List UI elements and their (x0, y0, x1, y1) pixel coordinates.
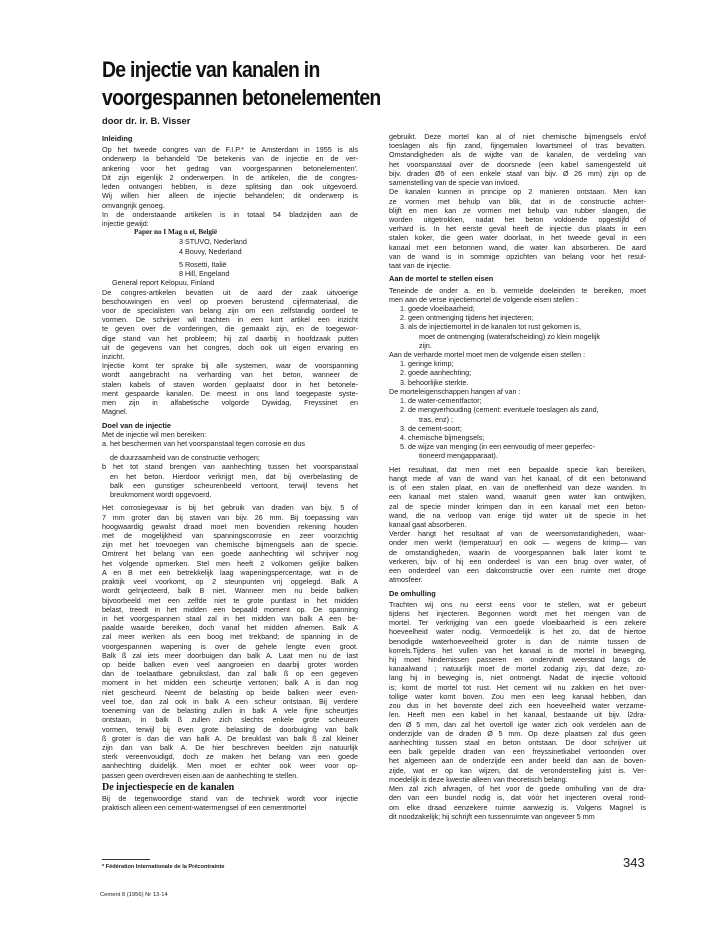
text-line: zal de specie minder krimpen dan in een kanaal met een beton- (389, 501, 646, 511)
text-line: dan de toelaatbare gebruikslast, dan zal balk ß op een gegeven (102, 669, 358, 679)
text-line: in het voorgespannen staal zal in het midden van balk A een be- (102, 613, 358, 623)
list-item: 3. behoorlijke sterkte. (400, 377, 469, 387)
text-line: den van een bundel nodig is, dat vóór het injecteren overal rond- (389, 793, 646, 803)
text-line: den Ø 5 mm, dan zal het overtoll ige water zich ook verdelen aan de (389, 719, 646, 729)
text-line: A en B met een betrekkelijk laag wapeningspercentage, wat in de (102, 567, 358, 577)
text-line: het volgende opmerken. Stel men heeft 2 volkomen gelijke balken (102, 558, 358, 568)
text-line: hoogwaardig gewalst draad moet men bovendien rekening houden (102, 521, 358, 531)
text-line: paalde waarde bereiken, doch vanaf het midden afnemen. Balk A (102, 623, 358, 633)
text-line: b het tot stand brengen van aanhechting tussen het voorspanstaal (102, 462, 358, 472)
text-line: taat van de injectie. (389, 261, 451, 271)
text-line: bijvoorbeeld met een zelfde niet te grote puntlast in het midden (102, 595, 358, 605)
text-line: lang hij in beweging is, niet ontmengt. Nadat de injectie voltooid (389, 673, 646, 683)
text-line: voor de specialisten van belang zijn om een zelfstandig oordeel te (102, 305, 358, 315)
text-line: zijn met het toevoegen van chemische bijmengsels aan de specie. (102, 540, 358, 550)
text-line: benodigde waterhoeveelheid groter is dan de ruimte tussen de (389, 636, 646, 646)
text-line: is; komt de mortel tot rust. Het cement wil nu zakken en het over- (389, 682, 646, 692)
left-column (102, 134, 358, 812)
text-line: leden ontvangen hebben, is deze splitsing dan ook uitgevoerd. (102, 182, 358, 192)
paragraph-injectiespecie (102, 794, 358, 812)
list-item: 2. goede aanhechting; (400, 368, 472, 378)
text-line: stalen koker, die geen water doorlaat, in het tweede geval in een (389, 233, 646, 243)
text-line: niet gescheurd. Neemt de belasting op beide balken weer even- (102, 687, 358, 697)
text-line: injectie gewijd: (102, 218, 149, 228)
text-line: onder men werkt (temperatuur) en ook — wegens de krimp— van (389, 538, 646, 548)
text-line: Trachten wij ons nu eerst eens voor te stellen, wat er gebeurt (389, 599, 646, 609)
text-line: Omtrent het belang van een goede aanhechting wil schrijver nog (102, 549, 358, 559)
list-item: 1. geringe krimp; (400, 359, 454, 369)
text-line: zijde, wat er op kan wijzen, dat de veronderstelling juist is. Ver- (389, 765, 646, 775)
text-line: voorgespannen wapening is over de gehele lengte even groot. (102, 641, 358, 651)
text-line: van de wand is in sommige opzichten van belang voor het resul- (389, 251, 646, 261)
text-line: Men zal zich afvragen, of het voor de goede omhulling van de dra- (389, 784, 646, 794)
list-item: 2. geen ontmenging tijdens het injecteren; (400, 313, 534, 323)
text-line: tijdens het injecteren. Begonnen wordt met het mengen van de (389, 608, 646, 618)
text-line: Teneinde de onder a. en b. vermelde doeleinden te bereiken, moet (389, 285, 646, 295)
text-line: een balk gepelde draden van een freyssinetkabel vertoonden over (389, 747, 646, 757)
list-item: 1. de water-cementfactor; (400, 396, 482, 406)
list-item: 3. als de injectiemortel in de kanalen tot rust gekomen is, (400, 322, 581, 332)
right-column (389, 132, 646, 821)
text-line: wordt geïnjecteerd, balk B niet. Wanneer men nu beide balken (102, 586, 358, 596)
list-item: 2. de mengverhouding (cement: eventuele toeslagen als zand, (400, 405, 599, 415)
paragraph-omhulling (389, 600, 646, 821)
doel-item-b (102, 462, 358, 499)
journal-reference: Cement 8 (1956) Nr 13-14 (100, 892, 168, 898)
list-item: 3. de cement-soort; (400, 423, 462, 433)
text-line: Op het tweede congres van de F.I.P.* te Amsterdam in 1955 is als (102, 145, 358, 155)
text-line: Magnel. (102, 407, 128, 417)
paragraph-mortel (389, 132, 646, 270)
text-line: te geven over de vorderingen, die gemaakt zijn, en de toegewor- (102, 324, 358, 334)
paragraph-resultaat (389, 465, 646, 585)
text-line: len. Heeft men een kabel in het kanaal, bestaande uit bijv. l2dra- (389, 710, 646, 720)
text-line: is of een stalen plaat, en van de oneffenheid van deze wanden. In (389, 483, 646, 493)
text-line: omvangrijk genoeg. (102, 200, 165, 210)
text-line: kanaal gaat absorberen. (389, 519, 467, 529)
text-line: korrels.Tijdens het vullen van het kanaal is de mortel in beweging, (389, 645, 646, 655)
report-line: 5 Rosetti, Italië (179, 259, 227, 269)
text-line: ankering voor het gedrag van voorgespannen betonelementen'. (102, 163, 358, 173)
report-line: 4 Bouvy, Nederland (179, 246, 242, 256)
text-line: zal meer werken als een boog met trekband; de spanning in de (102, 632, 358, 642)
text-line: uit de gegevens van het congres, doch ook uit eigen ervaring en (102, 342, 358, 352)
text-line: Dit zijn eigenlijk 2 onderwerpen. In de artikelen, die de congres- (102, 172, 358, 182)
section-heading-doel: Doel van de injectie (102, 420, 172, 430)
text-line: Injectie komt ter sprake bij alle systemen, waar de voorspanning (102, 361, 358, 371)
text-line: stalen kabels of staven worden geplaatst door in het betonele- (102, 379, 358, 389)
text-line: beschouwingen en veel op proeven berustend cijfermateriaal, die (102, 296, 358, 306)
text-line: wordt aangebracht na verharding van het beton, wanneer de (102, 370, 358, 380)
text-line: kanaal met een betonnen wand, die water kan absorberen. De aard (389, 242, 646, 252)
section-heading-injectiespecie: De injectiespecie en de kanalen (102, 781, 235, 793)
text-line: Bij de tegenwoordige stand van de techniek wordt voor injectie (102, 793, 358, 803)
text-line: verhard is. In het eerste geval heeft de injectie dus plaats in een (389, 224, 646, 234)
text-line: en het beton. Hierdoor verkrijgt men, dat bij overbelasting de (110, 471, 358, 481)
report-line: 8 Hill, Engeland (179, 269, 230, 279)
text-line: een kanaal met stalen wand, waaruit geen water kan ontwijken, (389, 492, 646, 502)
section-heading-mortel-eisen: Aan de mortel te stellen eisen (389, 274, 494, 284)
list-eisen (389, 304, 646, 350)
text-line: ontstaan, in balk ß zullen zich slechts enkele grote scheuren (102, 715, 358, 725)
text-line: Omstandigheden als de wijdte van de kanalen, de verdeling van (389, 150, 646, 160)
section-heading-omhulling: De omhulling (389, 588, 436, 598)
text-line: het algemeen aan de onderzijde een ander beeld dan aan de boven- (389, 756, 646, 766)
text-line: Balk ß zal iets meer doorbuigen dan balk A. Laat men nu de last (102, 650, 358, 660)
text-line: inzicht. (102, 352, 125, 362)
page-number: 343 (623, 855, 645, 870)
text-line: onderwerp Ia behandeld 'De betekenis van de injectie en de ver- (102, 154, 358, 164)
text-line: op beide balken even veel aangroeien en daarbij groter worden (102, 660, 358, 670)
text-line: hij moet hindernissen passeren en ondervindt weerstand langs de (389, 655, 646, 665)
text-line: blijft en men kan ze vormen met behulp van rubber slangen, die (389, 205, 646, 215)
text-line: een onderdeel van een dakconstructie over een ruimte met droge (389, 566, 646, 576)
text-line: gebruikt. Deze mortel kan al of niet chemische bijmengsels en/of (389, 132, 646, 141)
text-line: In de onderstaande artikelen is in totaal 54 bladzijden aan de (102, 209, 358, 219)
text-line: Het resultaat, dat men met een bepaalde specie kan bereiken, (389, 464, 646, 474)
paragraph-corrosie (102, 503, 358, 780)
list-verharde (389, 359, 646, 387)
text-line: De kanalen kunnen in principe op 2 manieren ontstaan. Men kan (389, 187, 646, 197)
text-line: tollige water komt boven. Zou men een leeg kanaal hebben, dan (389, 691, 646, 701)
list-item: tioneerd mengapparaat). (419, 451, 498, 461)
text-line: samenstelling van de specie van invloed. (389, 178, 520, 188)
text-line: met de mogelijkheid van spanningscorrosie en zeer voorzichtig (102, 530, 358, 540)
text-line: toeslagen als fijn zand, fijngemalen kwartsmeel of tras bevatten. (389, 141, 646, 151)
text-line: bijv. draden Ø5 of een enkele staaf van bijv. Ø 26 mm) zijn op de (389, 168, 646, 178)
text-line: veel toe, dan zal ook in balk A een scheur ontstaan. Bij verdere (102, 696, 358, 706)
paragraph-mortel-intro (389, 286, 646, 304)
paragraph-inleiding (102, 145, 358, 228)
text-line: 7 mm groter dan bij staven van bijv. 26 mm. Bij toepassing van (102, 512, 358, 522)
text-line: sterk vereenvoudigd, doch ze maken het belang van een goede (102, 752, 358, 762)
title-line-1: De injectie van kanalen in (102, 57, 320, 82)
doel-intro: Met de injectie wil men bereiken: (102, 429, 207, 439)
text-line: worden uitgetrokken, nadat het beton voldoende opgestijfd of (389, 214, 646, 224)
article-title (102, 56, 394, 112)
list-item: 1. goede vloeibaarheid; (400, 303, 475, 313)
text-line: vormen. De schrijver wil trachten in een kort artikel een inzicht (102, 315, 358, 325)
text-line: hangt mede af van de wand van het kanaal, of dit een betonwand (389, 473, 646, 483)
report-line: General report Kelopuu, Finland (112, 278, 215, 288)
text-line: vormen, terwijl bij even grote belasting de doorbuiging van balk (102, 724, 358, 734)
text-line: ß groter is dan die van balk A. De breuklast van balk ß zal kleiner (102, 733, 358, 743)
text-line: moment in het midden een scheurtje vertonen; balk A is dan nog (102, 678, 358, 688)
text-line: moedelijk is deze kwestie alleen van theoretisch belang. (389, 774, 568, 784)
report-line: Paper no I Mag n el, België (134, 228, 218, 237)
text-line: dige stand van het probleem; hij zal daarbij in hoofdzaak putten (102, 333, 358, 343)
congress-report-list (102, 228, 358, 287)
text-line: zou dus in het bovenste deel zich een hoeveelheid water verzame- (389, 701, 646, 711)
verharde-intro: Aan de verharde mortel moet men de volgende eisen stellen : (389, 350, 586, 360)
footnote: * Fédération Internationale de la Précontrainte (102, 864, 225, 870)
article-author: door dr. ir. B. Visser (102, 115, 191, 126)
text-line: dit noodzakelijk; hij schrijft een tussenruimte van ongeveer 5 mm (389, 811, 595, 821)
title-line-2: voorgespannen betonelementen (102, 85, 381, 110)
text-line: het voorspanstaal over de doorsnede (een kabel samengesteld uit (389, 159, 646, 169)
text-line: praktijk veel voorkomt, op 2 steunpunten vrij opgelegd. Balk A (102, 577, 358, 587)
text-line: om elke draad eenzekere ruimte aanwezig is. Volgens Magnel is (389, 802, 646, 812)
list-item: zijn. (419, 340, 432, 350)
text-line: ze vormen met behulp van blik, dat in de constructie achter- (389, 196, 646, 206)
text-line: hoeveelheid water nodig. Vermoedelijk is het zo, dat de hiertoe (389, 627, 646, 637)
text-line: men aan de verse injectiemortel de volgende eisen stellen : (389, 294, 578, 304)
text-line: aanhechting tussen staal en beton ontstaan. De door schrijver uit (389, 738, 646, 747)
paragraph-congres (102, 288, 358, 417)
list-item: moet de ontmenging (waterafscheiding) zo klein mogelijk (419, 331, 600, 341)
text-line: kanaalwand ; natuurlijk moet de mortel zodanig zijn, dat deze, zo- (389, 664, 646, 674)
text-line: belast, treedt in het midden een bepaald moment op. De spanning (102, 604, 358, 614)
section-heading-inleiding: Inleiding (102, 134, 133, 143)
text-line: praktisch alleen een cement-watermengsel of een cementmortel (102, 803, 307, 813)
doel-item-a-continued: de duurzaamheid van de constructie verhogen; (110, 453, 260, 463)
list-item: tras, enz) ; (419, 414, 453, 424)
list-item: 4. chemische bijmengsels; (400, 433, 485, 442)
text-line: atmosfeer. (389, 575, 423, 585)
report-line: 3 STUVO, Nederland (179, 237, 247, 247)
text-line: De congres-artikelen bevatten uit de aard der zaak uitvoerige (102, 287, 358, 297)
list-item: 5. de wijze van menging (in een eenvoudig of meer geperfec- (400, 442, 595, 452)
text-line: Het corrosiegevaar is bij het gebruik van draden van bijv. 5 of (102, 503, 358, 513)
text-line: ment gespaarde kanalen. De meest in ons land toegepaste syste- (102, 388, 358, 398)
list-morteleigenschappen (389, 396, 646, 461)
text-line: passen geen overdreven eisen aan de aanhechting te stellen. (102, 770, 299, 780)
footnote-rule (102, 859, 150, 860)
text-line: Verder hangt het resultaat af van de weersomstandigheden, waar- (389, 529, 646, 539)
text-line: de omstandigheden, waarin de voorgespannen balk later komt te (389, 547, 646, 557)
text-line: zijn dan van balk A. De hier beschreven beelden zijn natuurlijk (102, 743, 358, 752)
text-line: balk een gunstiger scheurenbeeld vertoont, terwijl tevens het (110, 480, 358, 490)
text-line: breukmoment wordt opgevoerd. (110, 490, 212, 500)
doel-item-a: a. het beschermen van het voorspanstaal tegen corrosie en dus (102, 439, 305, 448)
text-line: aanhechting duidelijk. Men moet er echter ook weer voor op- (102, 761, 358, 771)
text-line: onderzijde van de draden Ø 5 mm. Op deze plaatsen zal dus geen (389, 728, 646, 738)
text-line: toeneming van de belasting zullen in balk A vele fijne scheurtjes (102, 706, 358, 716)
morteleigenschappen-intro: De morteleigenschappen hangen af van : (389, 386, 521, 396)
text-line: wand, die na verloop van enige tijd water uit de specie in het (389, 510, 646, 520)
text-line: mortel. Ter verkrijging van een goede vloeibaarheid is een zekere (389, 618, 646, 628)
text-line: verkeren, bijv. of hij een onderdeel is van een brug over water, of (389, 556, 646, 566)
text-line: men zijn in alfabetische volgorde Dywidag, Freyssinet en (102, 398, 358, 408)
text-line: Wij willen hier alleen de injectie behandelen; dit onderwerp is (102, 191, 358, 201)
